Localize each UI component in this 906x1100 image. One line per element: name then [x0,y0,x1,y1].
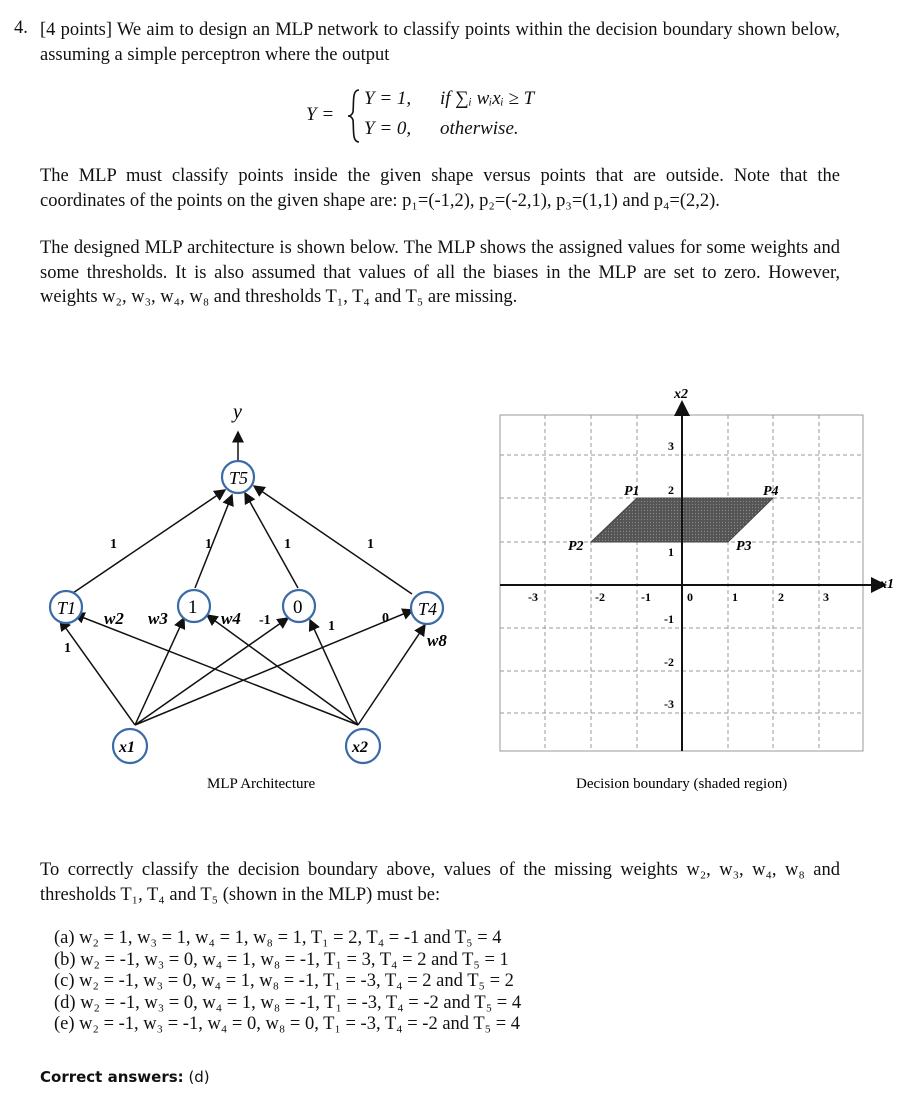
x-tick: 1 [732,590,738,604]
node-x1 [113,729,147,763]
mlp-output-label: y [233,401,242,423]
correct-answer-value: (d) [188,1068,210,1086]
option-c: (c) w₂ = -1, w₃ = 0, w₄ = 1, w₈ = -1, T₁ = -3, T₄ = 2 and T₅ = 2 [54,971,514,991]
node-x2-label: x2 [352,739,368,756]
mlp-diagram [30,380,460,800]
x-tick: 3 [823,590,829,604]
equation-case1-condition: if ∑ᵢ wᵢxᵢ ≥ T [440,88,535,109]
weight-w3: w3 [148,609,168,628]
y-tick: 3 [668,439,674,453]
question-architecture-paragraph: The designed MLP architecture is shown below. The MLP shows the assigned values for some weights and some thresholds. It is also assumed that values of all the biases in the MLP are set to zero. However, weights w₂, w₃, w₄, w₈ and thresholds T₁, T₄ and T₅ are missing. [40,238,840,307]
x-tick: -1 [641,590,651,604]
weight-zero: 0 [382,611,389,626]
weight-w8: w8 [427,631,447,650]
node-t4 [411,592,443,624]
y-tick: -2 [664,655,674,669]
point-label-p1: P1 [624,484,640,499]
question-points-paragraph: The MLP must classify points inside the given shape versus points that are outside. Note that the coordinates of the points on the given shape are: p₁=(-1,2), p₂=(-2,1), p₃=(1,1) and p₄=(2,2). [40,166,840,211]
question-prompt-paragraph: To correctly classify the decision boundary above, values of the missing weights w₂, w₃, w₄, w₈ and thresholds T₁, T₄ and T₅ (shown in the MLP) must be: [40,860,840,905]
x-axis-label: x1 [880,577,894,592]
node-hidden-2 [178,590,210,622]
question-number: 4. [14,18,28,38]
weight-t4-t5: 1 [367,537,374,552]
point-label-p4: P4 [763,484,779,499]
option-d: (d) w₂ = -1, w₃ = 0, w₄ = 1, w₈ = -1, T₁ = -3, T₄ = -2 and T₅ = 4 [54,992,522,1013]
point-label-p2: P2 [568,539,584,554]
equation-case1: Y = 1, [364,88,412,109]
correct-answer-label: Correct answers: [40,1068,184,1086]
equation-case2: Y = 0, [364,118,412,139]
node-t5-label: T5 [229,468,249,488]
y-tick: 2 [668,483,674,497]
x-tick: 0 [687,590,693,604]
y-tick: -1 [664,612,674,626]
node-hidden-3 [283,590,315,622]
node-x2 [346,729,380,763]
y-tick: -3 [664,697,674,711]
question-intro: [4 points] We aim to design an MLP network to classify points within the decision boundary shown below, assuming a simple perceptron where the output [40,20,840,65]
node-x1-label: x1 [119,739,135,756]
option-b: (b) w₂ = -1, w₃ = 0, w₄ = 1, w₈ = -1, T₁ = 3, T₄ = 2 and T₅ = 1 [54,949,509,970]
correct-answer [40,1068,210,1086]
x-tick: 2 [778,590,784,604]
equation-brace [346,88,362,144]
point-label-p3: P3 [736,539,752,554]
x-tick: -3 [528,590,538,604]
weight-w2: w2 [104,609,124,628]
equation-lhs: Y = [306,104,335,125]
weight-minus1: -1 [259,613,271,628]
weight-h3-t5: 1 [284,537,291,552]
equation-case2-condition: otherwise. [440,118,519,139]
weight-one-x2: 1 [328,619,335,634]
node-t5 [222,461,254,493]
decision-boundary-plot [490,380,902,800]
mlp-caption: MLP Architecture [207,776,316,792]
node-t4-label: T4 [418,599,438,619]
y-tick: 1 [668,545,674,559]
y-axis-label: x2 [674,387,688,402]
weight-w4: w4 [221,609,241,628]
weight-t1-t5: 1 [110,537,117,552]
option-a: (a) w₂ = 1, w₃ = 1, w₄ = 1, w₈ = 1, T₁ = 2, T₄ = -1 and T₅ = 4 [54,928,502,948]
weight-t1-bottom: 1 [64,641,71,656]
weight-h2-t5: 1 [205,537,212,552]
node-t1-label: T1 [57,598,77,618]
option-e: (e) w₂ = -1, w₃ = -1, w₄ = 0, w₈ = 0, T₁ = -3, T₄ = -2 and T₅ = 4 [54,1014,521,1034]
node-hidden-2-label: 1 [188,597,198,618]
answer-options [54,928,854,1036]
node-hidden-3-label: 0 [293,597,303,618]
x-tick: -2 [595,590,605,604]
boundary-caption: Decision boundary (shaded region) [576,776,788,792]
node-t1 [50,591,82,623]
